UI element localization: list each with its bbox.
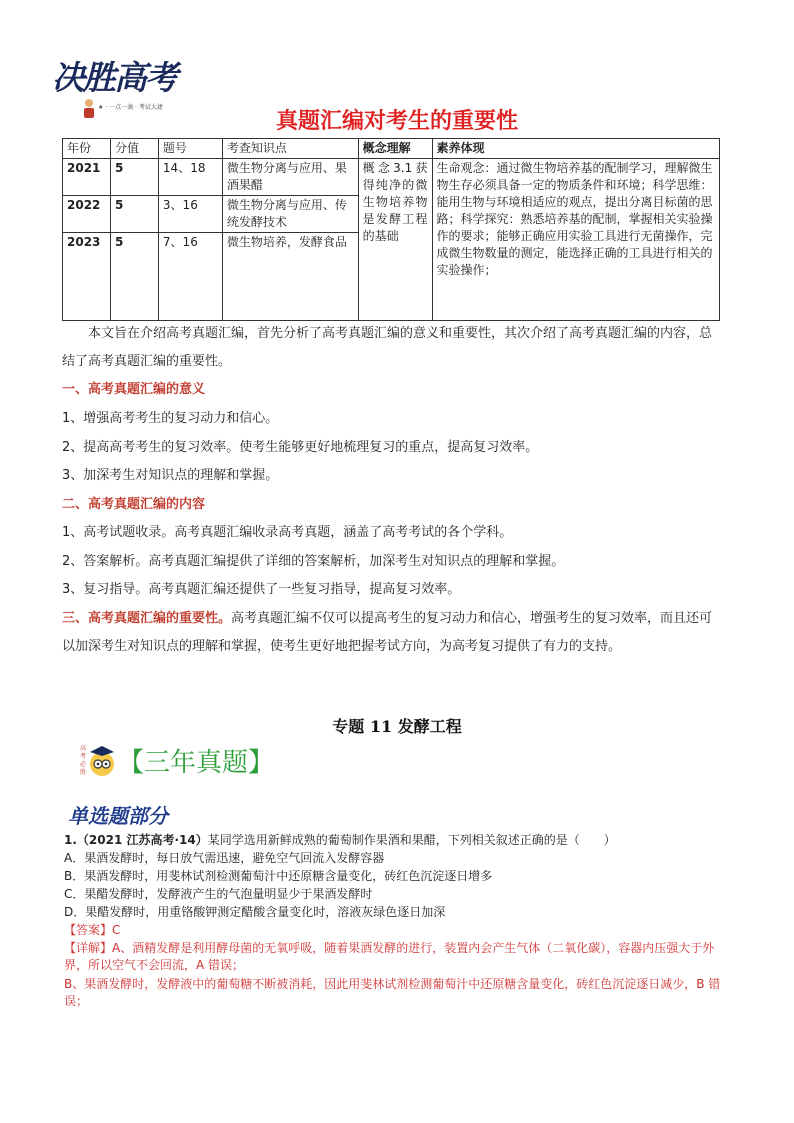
svg-text:高: 高 (80, 745, 87, 752)
explanation-b: B、果酒发酵时，发酵液中的葡萄糖不断被消耗，因此用斐林试剂检测葡萄汁中还原糖含量变化，砖红色沉淀逐日减少，B 错误； (64, 977, 721, 1008)
cell-topic: 微生物分离与应用、果酒果醋 (222, 159, 358, 196)
header-concept: 概念理解 (358, 139, 432, 159)
option-c: C．果醋发酵时，发酵液产生的气泡量明显少于果酒发酵时 (64, 887, 373, 901)
answer: 【答案】C (64, 923, 121, 937)
header-year: 年份 (63, 139, 111, 159)
cell-topic: 微生物分离与应用、传统发酵技术 (222, 196, 358, 233)
list-item: 1、高考试题收录。高考真题汇编收录高考真题，涵盖了高考考试的各个学科。 (62, 525, 513, 540)
cell-topic: 微生物培养，发酵食品 (222, 233, 358, 321)
section-heading-2: 二、高考真题汇编的内容 (62, 497, 206, 512)
banner-label: 【三年真题】 (118, 748, 275, 778)
option-d: D．果醋发酵时，用重铬酸钾测定醋酸含量变化时，溶液灰绿色逐日加深 (64, 905, 446, 919)
section-heading-3: 三、高考真题汇编的重要性。 (62, 611, 232, 626)
cell-score: 5 (110, 159, 158, 196)
intro-paragraph: 本文旨在介绍高考真题汇编，首先分析了高考真题汇编的意义和重要性，其次介绍了高考真题汇编的内容，总结了高考真题汇编的重要性。 (62, 326, 713, 369)
section-3-paragraph (62, 605, 722, 661)
cell-year: 2023 (63, 233, 111, 321)
list-item: 3、加深考生对知识点的理解和掌握。 (62, 468, 279, 483)
cell-number: 3、16 (158, 196, 222, 233)
header-score: 分值 (110, 139, 158, 159)
mascot-icon (80, 740, 116, 780)
section-3-body: 高考真题汇编不仅可以提高考生的复习动力和信心，增强考生的复习效率，而且还可以加深考生对知识点的理解和掌握，使考生更好地把握考试方向，为高考复习提供了有力的支持。 (62, 611, 713, 654)
table-header-row (63, 139, 720, 159)
question-source: 1.（2021 江苏高考·14） (64, 833, 208, 847)
question-stem (64, 832, 726, 849)
header-number: 题号 (158, 139, 222, 159)
svg-text:考: 考 (80, 753, 87, 760)
cell-concept: 概念3.1获得纯净的微生物培养物是发酵工程的基础 (358, 159, 432, 321)
topic-title: 专题 11 发酵工程 (332, 717, 462, 736)
cell-score: 5 (110, 233, 158, 321)
page-title: 真题汇编对考生的重要性 (275, 109, 518, 134)
cell-number: 7、16 (158, 233, 222, 321)
cell-literacy: 生命观念：通过微生物培养基的配制学习，理解微生物生存必须具备一定的物质条件和环境；科学思维：能用生物与环境相适应的观点，提出分离目标菌的思路；科学探究：熟悉培养基的配制，掌握相关实验操作的要求；能够正确应用实验工具进行无菌操作，完成微生物数量的测定，能选择正确的工具进行相关的实验操作； (432, 159, 719, 321)
section-label: 单选题部分 (68, 804, 168, 828)
section-heading-1: 一、高考真题汇编的意义 (62, 382, 206, 397)
cell-year: 2021 (63, 159, 111, 196)
logo-subtitle: ★ · 一点一滴 · 考试大捷 (98, 104, 163, 111)
table-row (63, 159, 720, 196)
header-topic: 考查知识点 (222, 139, 358, 159)
list-item: 2、提高高考考生的复习效率。使考生能够更好地梳理复习的重点，提高复习效率。 (62, 440, 539, 455)
svg-text:胜: 胜 (80, 769, 87, 776)
question-text: 某同学选用新鲜成熟的葡萄制作果酒和果醋，下列相关叙述正确的是（ ） (207, 833, 616, 847)
exam-info-table (62, 138, 720, 321)
svg-text:必: 必 (80, 761, 87, 768)
cell-score: 5 (110, 196, 158, 233)
explanation-a: 【详解】A、酒精发酵是利用酵母菌的无氧呼吸，随着果酒发酵的进行，装置内会产生气体（二氧化碳），容器内压强大于外界，所以空气不会回流，A 错误； (64, 941, 715, 972)
cell-year: 2022 (63, 196, 111, 233)
list-item: 3、复习指导。高考真题汇编还提供了一些复习指导，提高复习效率。 (62, 582, 461, 597)
option-a: A．果酒发酵时，每日放气需迅速，避免空气回流入发酵容器 (64, 851, 385, 865)
cell-number: 14、18 (158, 159, 222, 196)
logo-text: 决胜高考 (52, 58, 176, 97)
list-item: 1、增强高考考生的复习动力和信心。 (62, 411, 279, 426)
header-literacy: 素养体现 (432, 139, 719, 159)
list-item: 2、答案解析。高考真题汇编提供了详细的答案解析，加深考生对知识点的理解和掌握。 (62, 554, 565, 569)
option-b: B．果酒发酵时，用斐林试剂检测葡萄汁中还原糖含量变化，砖红色沉淀逐日增多 (64, 869, 493, 883)
